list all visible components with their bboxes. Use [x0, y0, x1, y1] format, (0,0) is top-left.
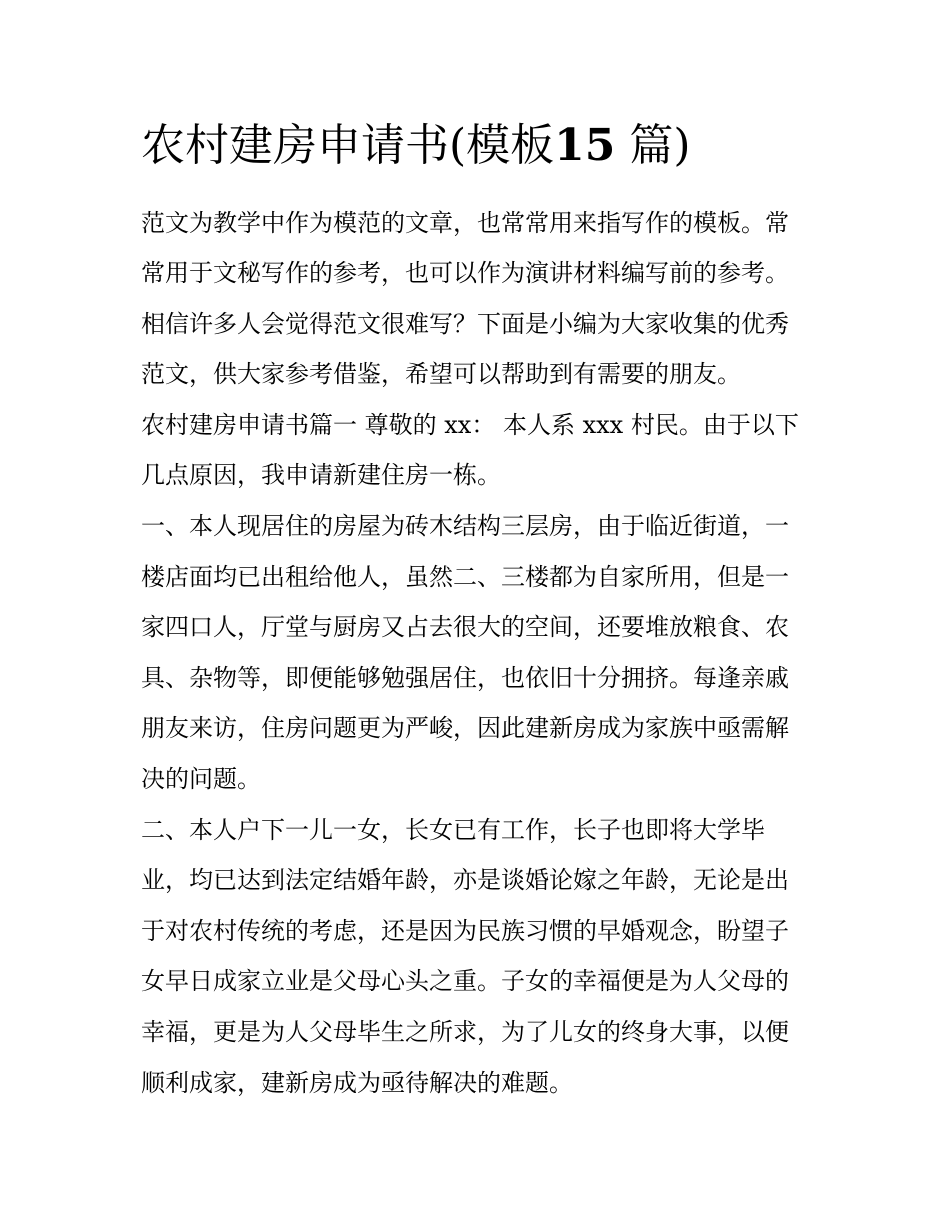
body-line: 业，均已达到法定结婚年龄，亦是谈婚论嫁之年龄，无论是出: [141, 866, 789, 894]
body-line: 范文为教学中作为模范的文章，也常常用来指写作的模板。常: [141, 209, 789, 237]
body-line: 楼店面均已出租给他人，虽然二、三楼都为自家所用，但是一: [141, 563, 789, 591]
body-line: 相信许多人会觉得范文很难写？下面是小编为大家收集的优秀: [141, 310, 789, 338]
body-line: 农村建房申请书篇一 尊敬的 xx： 本人系 xxx 村民。由于以下: [141, 411, 799, 439]
body-line: 于对农村传统的考虑，还是因为民族习惯的早婚观念，盼望子: [141, 917, 789, 945]
body-line: 顺利成家，建新房成为亟待解决的难题。: [141, 1069, 573, 1097]
document-title: [141, 116, 841, 176]
body-line: 一、本人现居住的房屋为砖木结构三层房，由于临近街道，一: [141, 512, 789, 540]
title-number: 15: [554, 120, 616, 171]
body-line: 朋友来访，住房问题更为严峻，因此建新房成为家族中亟需解: [141, 714, 789, 742]
body-line: 范文，供大家参考借鉴，希望可以帮助到有需要的朋友。: [141, 360, 741, 388]
body-line: 几点原因，我申请新建住房一栋。: [141, 461, 501, 489]
body-line: 二、本人户下一儿一女，长女已有工作，长子也即将大学毕: [141, 816, 765, 844]
body-line: 女早日成家立业是父母心头之重。子女的幸福便是为人父母的: [141, 967, 789, 995]
body-line: 幸福，更是为人父母毕生之所求，为了儿女的终身大事，以便: [141, 1018, 789, 1046]
body-line: 具、杂物等，即便能够勉强居住，也依旧十分拥挤。每逢亲戚: [141, 664, 789, 692]
body-line: 家四口人，厅堂与厨房又占去很大的空间，还要堆放粮食、农: [141, 613, 789, 641]
title-suffix: 篇): [629, 120, 691, 171]
body-line: 常用于文秘写作的参考，也可以作为演讲材料编写前的参考。: [141, 259, 789, 287]
title-text: 农村建房申请书(模板: [141, 120, 555, 171]
body-line: 决的问题。: [141, 765, 261, 793]
